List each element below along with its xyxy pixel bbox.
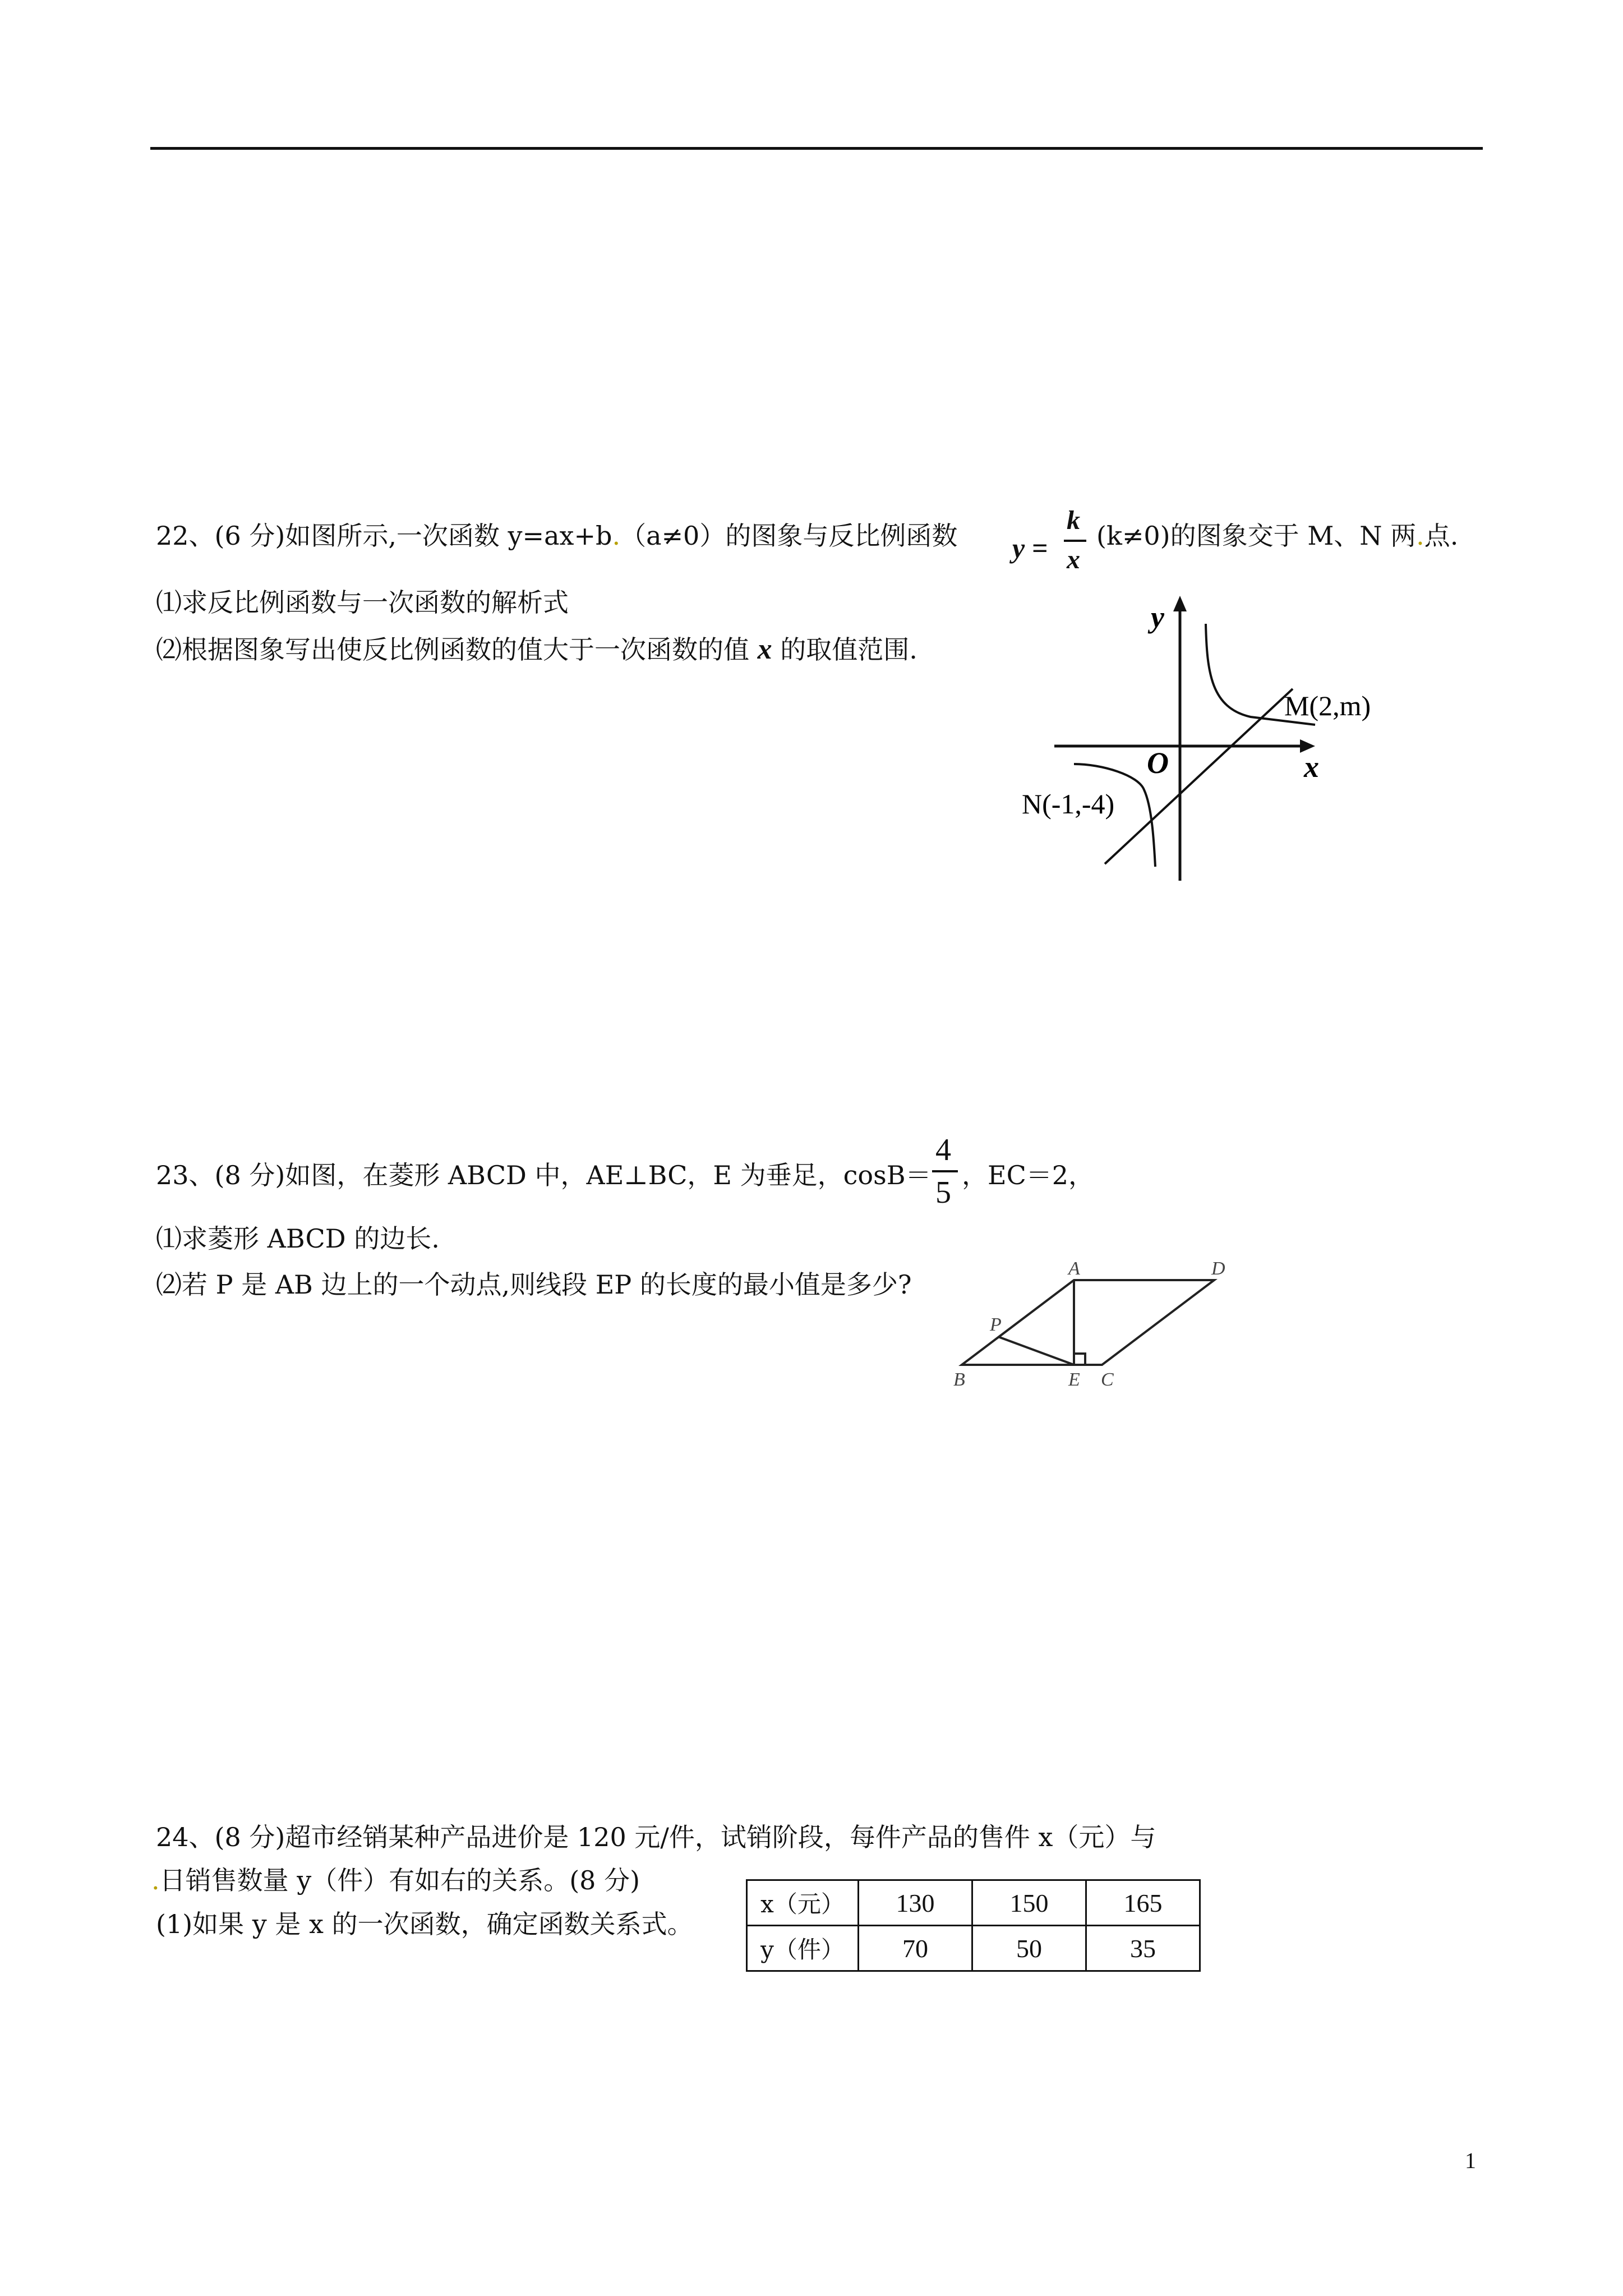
q24-dot-marker: .: [151, 1865, 160, 1895]
label-e: E: [1068, 1369, 1080, 1390]
q22-header-end: 点.: [1424, 521, 1459, 551]
label-c: C: [1101, 1369, 1114, 1390]
q22-dot-marker: .: [612, 521, 621, 551]
x-axis-label: x: [1304, 750, 1319, 784]
q22-part2-post: 的取值范围.: [780, 634, 917, 665]
label-b: B: [953, 1369, 965, 1390]
q23-fraction-den: 5: [935, 1175, 951, 1210]
q22-fraction-num: k: [1067, 505, 1080, 535]
q22-part1: ⑴求反比例函数与一次函数的解析式: [156, 587, 569, 618]
q22-header-pre: 22、(6 分)如图所示,一次函数 y=ax+b: [156, 521, 612, 551]
label-a: A: [1068, 1258, 1080, 1279]
table-cell: 130: [859, 1880, 972, 1926]
q23-header-pre: 23、(8 分)如图，在菱形 ABCD 中，AE⊥BC，E 为垂足，cosB＝: [156, 1160, 932, 1190]
q22-dot-marker-2: .: [1416, 521, 1424, 551]
q24-line2: [151, 1864, 640, 1897]
right-angle-mark: [1074, 1354, 1085, 1365]
q22-fraction-lhs: y =: [1012, 532, 1048, 564]
page-number: 1: [1465, 2148, 1476, 2173]
label-d: D: [1211, 1258, 1225, 1279]
table-cell: 150: [972, 1880, 1086, 1926]
table-row: [747, 1880, 1200, 1926]
q23-header-rest: ，EC＝2，: [962, 1160, 1095, 1190]
table-cell: 50: [972, 1926, 1086, 1971]
q23-fraction-num: 4: [935, 1133, 951, 1167]
point-m-label: M(2,m): [1284, 690, 1371, 721]
row-label-y: y（件）: [747, 1926, 859, 1971]
table-cell: 70: [859, 1926, 972, 1971]
q24-line2-text: 日销售数量 y（件）有如右的关系。(8 分): [159, 1865, 640, 1895]
segment-pe: [998, 1337, 1074, 1365]
q22-header-mid: （a≠0）的图象与反比例函数: [620, 521, 958, 551]
q24-line3: (1)如果 y 是 x 的一次函数，确定函数关系式。: [156, 1909, 693, 1939]
q24-line1: 24、(8 分)超市经销某种产品进价是 120 元/件，试销阶段，每件产品的售件 x（元）与: [156, 1822, 1156, 1852]
point-n-label: N(-1,-4): [1022, 788, 1115, 820]
q22-header-post: (k≠0)的图象交于 M、N 两: [1096, 521, 1417, 551]
q23-part2: ⑵若 P 是 AB 边上的一个动点,则线段 EP 的长度的最小值是多少?: [156, 1269, 912, 1300]
table-cell: 35: [1086, 1926, 1200, 1971]
origin-label: O: [1147, 746, 1169, 780]
y-axis-label: y: [1151, 600, 1164, 634]
label-p: P: [990, 1314, 1002, 1335]
q22-part2-pre: ⑵根据图象写出使反比例函数的值大于一次函数的值: [156, 634, 749, 665]
price-sales-table: [746, 1879, 1201, 1972]
q22-fraction-den: x: [1067, 545, 1080, 574]
row-label-x: x（元）: [747, 1880, 859, 1926]
q22-part2-var: x: [757, 633, 772, 665]
table-row: [747, 1926, 1200, 1971]
table-cell: 165: [1086, 1880, 1200, 1926]
q23-part1: ⑴求菱形 ABCD 的边长.: [156, 1223, 440, 1254]
